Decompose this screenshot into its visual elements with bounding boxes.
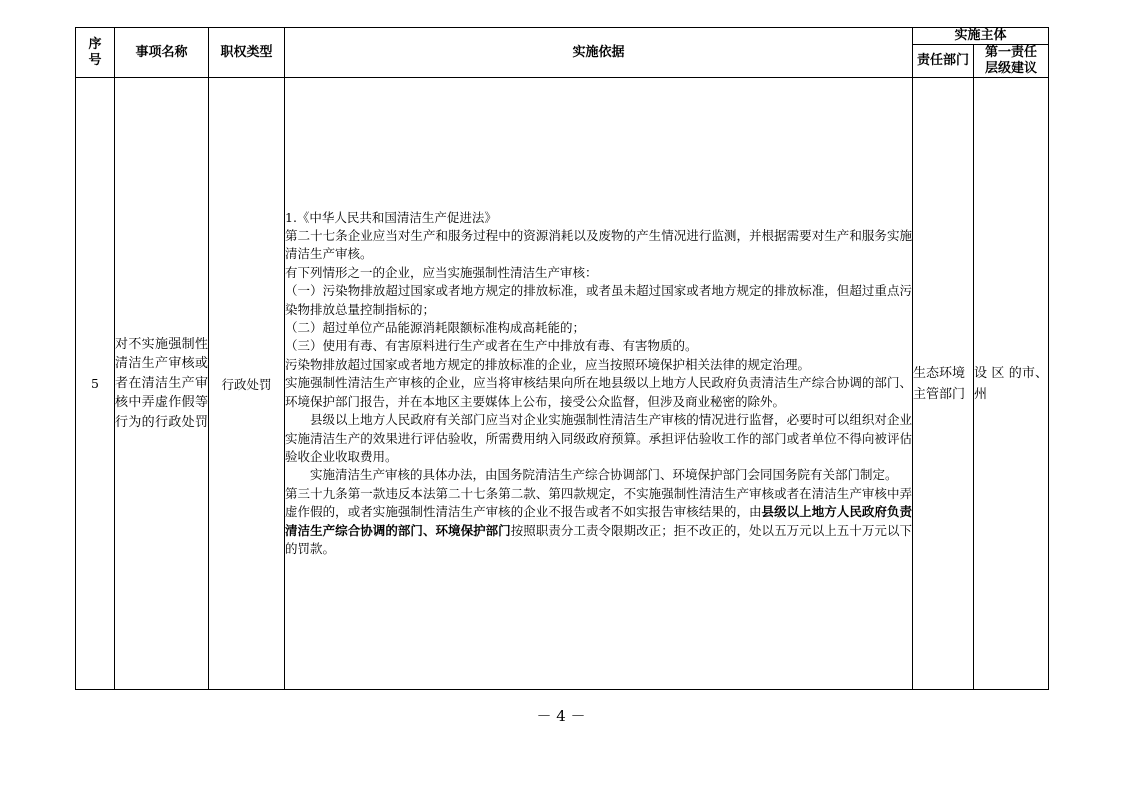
basis-line-1: 1.《中华人民共和国清洁生产促进法》 bbox=[285, 209, 497, 225]
page-number: － 4 － bbox=[536, 707, 586, 725]
header-subject: 实施主体 bbox=[913, 28, 1049, 45]
powers-table bbox=[75, 27, 1049, 690]
header-department: 责任部门 bbox=[913, 45, 974, 78]
basis-line-6: （三）使用有毒、有害原料进行生产或者在生产中排放有毒、有害物质的。 bbox=[285, 338, 698, 354]
row-basis bbox=[285, 78, 913, 690]
header-first-level bbox=[974, 45, 1049, 78]
header-item-name: 事项名称 bbox=[115, 28, 209, 78]
basis-line-4: （一）污染物排放超过国家或者地方规定的排放标准，或者虽未超过国家或者地方规定的排放标准，但超过重点污染物排放总量控制指标的； bbox=[285, 283, 912, 317]
basis-line-3: 有下列情形之一的企业，应当实施强制性清洁生产审核： bbox=[285, 264, 598, 280]
header-seq-text: 序号 bbox=[88, 36, 102, 68]
header-first-level-text: 第一责任层级建议 bbox=[984, 45, 1037, 76]
row-first-level: 设 区 的市、州 bbox=[974, 78, 1049, 690]
basis-line-9: 县级以上地方人民政府有关部门应当对企业实施强制性清洁生产审核的情况进行监督，必要时可以组织对企业实施清洁生产的效果进行评估验收，所需费用纳入同级政府预算。承担评估验收工作的部门或者单位不得向被评估验收企业收取费用。 bbox=[285, 412, 912, 464]
basis-line-11 bbox=[285, 485, 912, 559]
basis-line-2: 第二十七条企业应当对生产和服务过程中的资源消耗以及废物的产生情况进行监测，并根据需要对生产和服务实施清洁生产审核。 bbox=[285, 228, 912, 262]
table-row bbox=[76, 78, 1049, 690]
basis-article-39-tail: 按照职责分工责令限期改正；拒不改正的，处以五万元以上五十万元以下的罚款。 bbox=[285, 522, 912, 556]
header-seq bbox=[76, 28, 115, 78]
basis-article-39: 第三十九条第一款违反本法第二十七条第二款、第四款规定，不实施强制性清洁生产审核或者在清洁生产审核中弄虚作假的，或者实施强制性清洁生产审核的企业不报告或者不如实报告审核结果的，由 bbox=[285, 485, 912, 520]
basis-line-10: 实施清洁生产审核的具体办法，由国务院清洁生产综合协调部门、环境保护部门会同国务院有关部门制定。 bbox=[310, 467, 898, 483]
row-power-type: 行政处罚 bbox=[209, 78, 285, 690]
row-item-name: 对不实施强制性清洁生产审核或者在清洁生产审核中弄虚作假等行为的行政处罚 bbox=[115, 78, 209, 690]
header-basis: 实施依据 bbox=[285, 28, 913, 78]
row-department: 生态环境主管部门 bbox=[913, 78, 974, 690]
basis-line-7: 污染物排放超过国家或者地方规定的排放标准的企业，应当按照环境保护相关法律的规定治理。 bbox=[285, 356, 811, 372]
basis-line-5: （二）超过单位产品能源消耗限额标准构成高耗能的； bbox=[285, 320, 586, 336]
basis-line-8: 实施强制性清洁生产审核的企业，应当将审核结果向所在地县级以上地方人民政府负责清洁生产综合协调的部门、环境保护部门报告，并在本地区主要媒体上公布，接受公众监督，但涉及商业秘密的除外。 bbox=[285, 375, 912, 409]
row-seq: 5 bbox=[76, 78, 115, 690]
basis-bold-authority: 县级以上地方人民政府负责清洁生产综合协调的部门、环境保护部门 bbox=[285, 504, 912, 538]
header-power-type: 职权类型 bbox=[209, 28, 285, 78]
